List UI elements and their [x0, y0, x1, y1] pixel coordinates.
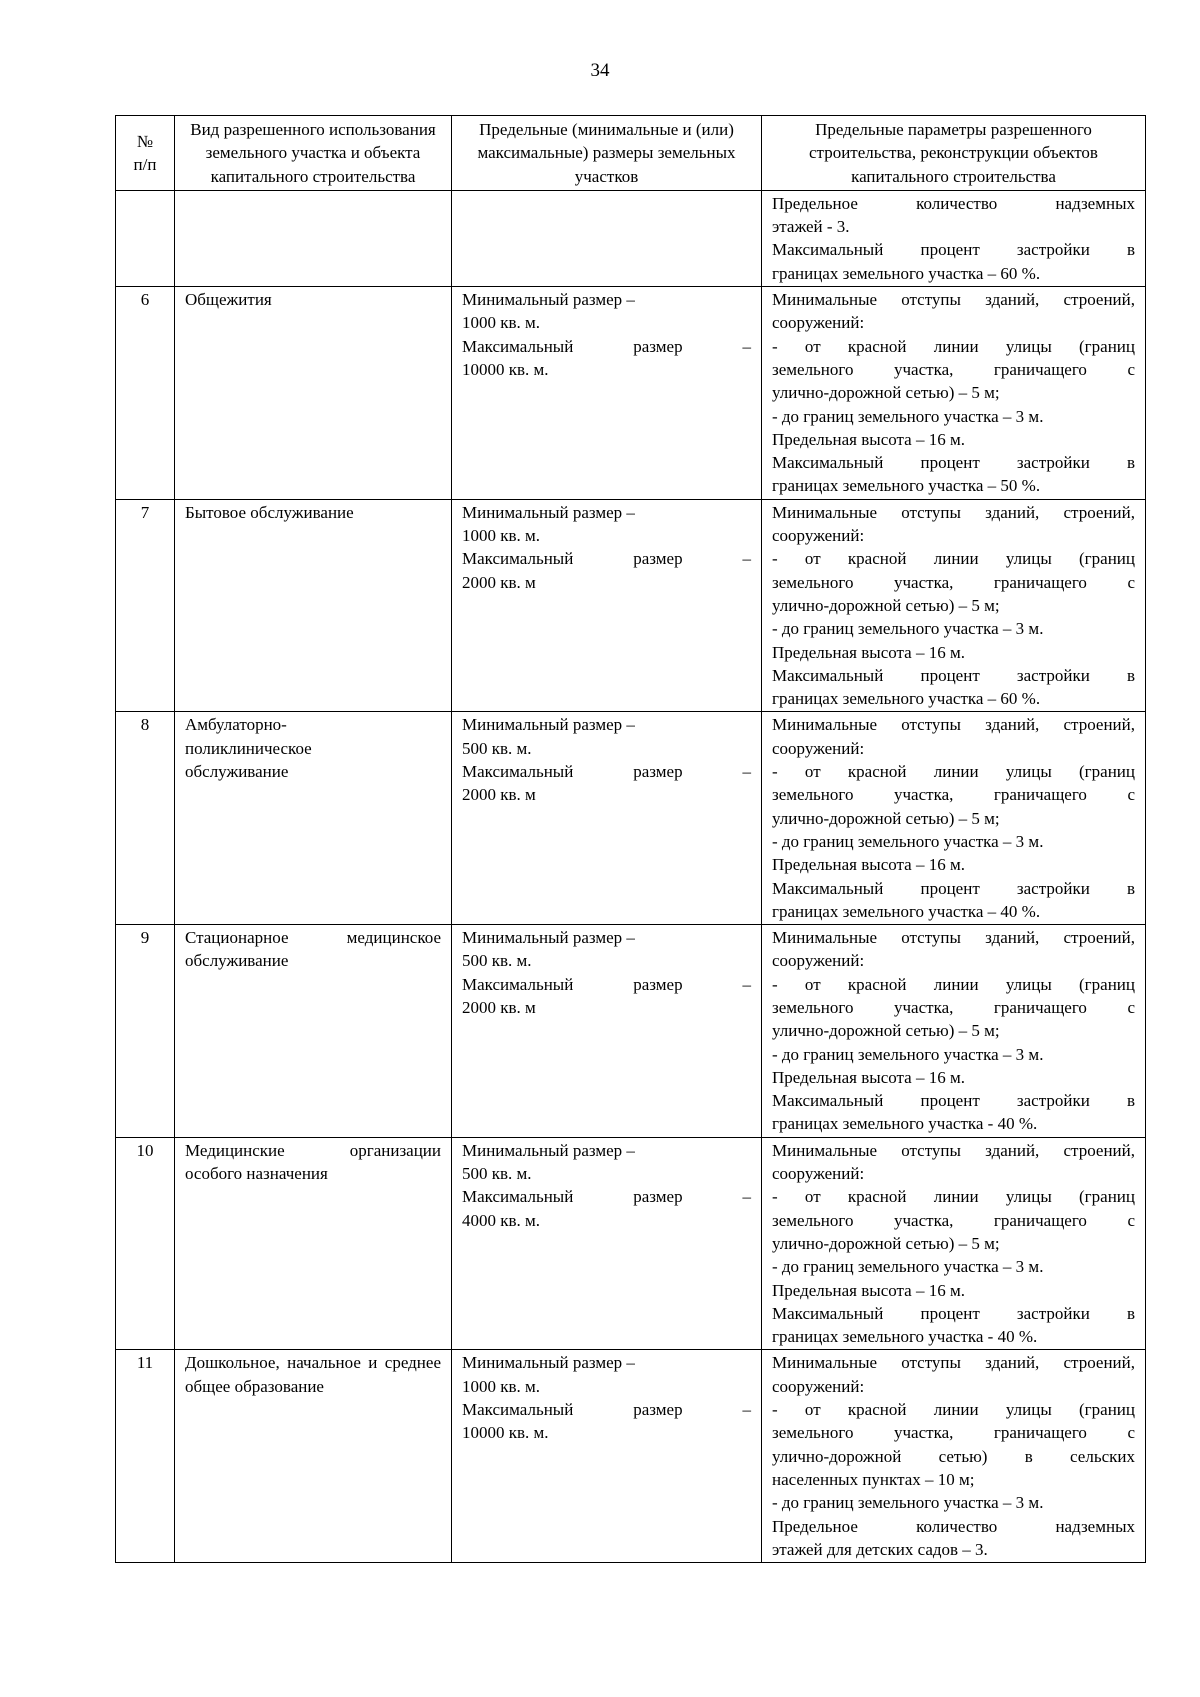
params-line: Минимальные отступы зданий, строений, [772, 1353, 1135, 1373]
table-row [116, 1350, 1146, 1563]
params-line: Максимальный процент застройки в [772, 1091, 1135, 1111]
params-line: улично-дорожной сетью) – 5 м; [772, 1233, 1000, 1253]
row-plot-size [452, 190, 762, 286]
params-line: земельного участка, граничащего с [772, 572, 1135, 592]
params-line: границах земельного участка – 60 %. [772, 263, 1041, 283]
row-construction-params [762, 287, 1146, 500]
params-line: Минимальные отступы зданий, строений, [772, 502, 1135, 522]
params-line: Предельная высота – 16 м. [772, 1280, 965, 1300]
row-construction-params [762, 925, 1146, 1138]
header-number: № п/п [116, 116, 175, 191]
params-line: улично-дорожной сетью) – 5 м; [772, 1021, 1000, 1041]
plot-size-line: Минимальный размер – [462, 928, 635, 948]
plot-size-line: Максимальный размер – [462, 1187, 751, 1207]
params-line: - от красной линии улицы (границ [772, 762, 1135, 782]
row-plot-size [452, 287, 762, 500]
params-line: Предельное количество надземных [772, 193, 1135, 213]
params-line: - от красной линии улицы (границ [772, 336, 1135, 356]
params-line: - до границ земельного участка – 3 м. [772, 1044, 1044, 1064]
params-line: Предельная высота – 16 м. [772, 855, 965, 875]
params-line: улично-дорожной сетью) – 5 м; [772, 595, 1000, 615]
regulations-table [115, 115, 1146, 1563]
row-land-use: Бытовое обслуживание [175, 499, 452, 712]
row-land-use: Амбулаторно- поликлиническое обслуживание [175, 712, 452, 925]
params-line: Минимальные отступы зданий, строений, [772, 928, 1135, 948]
row-plot-size [452, 925, 762, 1138]
params-line: Предельное количество надземных [772, 1516, 1135, 1536]
row-land-use: Дошкольное, начальное и среднее общее образование [175, 1350, 452, 1563]
row-land-use: Стационарное медицинское обслуживание [175, 925, 452, 1138]
params-line: - до границ земельного участка – 3 м. [772, 831, 1044, 851]
params-line: земельного участка, граничащего с [772, 997, 1135, 1017]
params-line: - до границ земельного участка – 3 м. [772, 1493, 1044, 1513]
plot-size-line: Минимальный размер – [462, 1353, 635, 1373]
row-number [116, 190, 175, 286]
table-row [116, 287, 1146, 500]
params-line: улично-дорожной сетью) в сельских [772, 1446, 1135, 1466]
params-line: сооружений: [772, 738, 865, 758]
plot-size-line: 1000 кв. м. [462, 313, 541, 333]
plot-size-line: 500 кв. м. [462, 1164, 532, 1184]
plot-size-line: 1000 кв. м. [462, 526, 541, 546]
params-line: этажей - 3. [772, 217, 850, 237]
params-line: Предельная высота – 16 м. [772, 1067, 965, 1087]
table-row [116, 712, 1146, 925]
table-row [116, 190, 1146, 286]
params-line: сооружений: [772, 1376, 865, 1396]
row-number: 6 [116, 287, 175, 500]
params-line: населенных пунктах – 10 м; [772, 1469, 975, 1489]
plot-size-line: Минимальный размер – [462, 715, 635, 735]
plot-size-line: 1000 кв. м. [462, 1376, 541, 1396]
row-land-use: Общежития [175, 287, 452, 500]
params-line: Максимальный процент застройки в [772, 240, 1135, 260]
params-line: сооружений: [772, 526, 865, 546]
plot-size-line: 500 кв. м. [462, 738, 532, 758]
params-line: земельного участка, граничащего с [772, 1423, 1135, 1443]
params-line: границах земельного участка - 40 %. [772, 1114, 1038, 1134]
row-construction-params [762, 1350, 1146, 1563]
params-line: - от красной линии улицы (границ [772, 974, 1135, 994]
params-line: Максимальный процент застройки в [772, 665, 1135, 685]
params-line: земельного участка, граничащего с [772, 785, 1135, 805]
params-line: сооружений: [772, 1164, 865, 1184]
params-line: сооружений: [772, 951, 865, 971]
params-line: Максимальный процент застройки в [772, 1303, 1135, 1323]
plot-size-line: 4000 кв. м. [462, 1210, 541, 1230]
plot-size-line: 2000 кв. м [462, 785, 536, 805]
params-line: улично-дорожной сетью) – 5 м; [772, 383, 1000, 403]
params-line: этажей для детских садов – 3. [772, 1539, 988, 1559]
plot-size-line: Максимальный размер – [462, 762, 751, 782]
row-construction-params [762, 499, 1146, 712]
plot-size-line: 2000 кв. м [462, 997, 536, 1017]
row-plot-size [452, 1350, 762, 1563]
header-construction-params: Предельные параметры разрешенного строительства, реконструкции объектов капитального строительства [762, 116, 1146, 191]
row-number: 10 [116, 1137, 175, 1350]
row-plot-size [452, 712, 762, 925]
plot-size-line: Минимальный размер – [462, 1140, 635, 1160]
row-number: 7 [116, 499, 175, 712]
params-line: Максимальный процент застройки в [772, 453, 1135, 473]
params-line: улично-дорожной сетью) – 5 м; [772, 808, 1000, 828]
table-header-row [116, 116, 1146, 191]
row-land-use: Медицинские организации особого назначения [175, 1137, 452, 1350]
params-line: Предельная высота – 16 м. [772, 642, 965, 662]
table-row [116, 499, 1146, 712]
params-line: - от красной линии улицы (границ [772, 1187, 1135, 1207]
params-line: Минимальные отступы зданий, строений, [772, 715, 1135, 735]
plot-size-line: Максимальный размер – [462, 1400, 751, 1420]
params-line: земельного участка, граничащего с [772, 359, 1135, 379]
row-plot-size [452, 499, 762, 712]
params-line: - от красной линии улицы (границ [772, 1400, 1135, 1420]
row-construction-params [762, 190, 1146, 286]
params-line: границах земельного участка - 40 %. [772, 1327, 1038, 1347]
row-construction-params [762, 1137, 1146, 1350]
header-plot-size: Предельные (минимальные и (или) максимальные) размеры земельных участков [452, 116, 762, 191]
table-body [116, 190, 1146, 1562]
page-number: 34 [590, 60, 610, 81]
plot-size-line: Максимальный размер – [462, 974, 751, 994]
params-line: Максимальный процент застройки в [772, 878, 1135, 898]
plot-size-line: Максимальный размер – [462, 549, 751, 569]
params-line: земельного участка, граничащего с [772, 1210, 1135, 1230]
params-line: - от красной линии улицы (границ [772, 549, 1135, 569]
table-row [116, 1137, 1146, 1350]
params-line: - до границ земельного участка – 3 м. [772, 619, 1044, 639]
params-line: Предельная высота – 16 м. [772, 429, 965, 449]
params-line: Минимальные отступы зданий, строений, [772, 290, 1135, 310]
plot-size-line: 10000 кв. м. [462, 359, 549, 379]
params-line: границах земельного участка – 60 %. [772, 689, 1041, 709]
params-line: Минимальные отступы зданий, строений, [772, 1140, 1135, 1160]
row-number: 9 [116, 925, 175, 1138]
row-number: 11 [116, 1350, 175, 1563]
params-line: - до границ земельного участка – 3 м. [772, 406, 1044, 426]
row-plot-size [452, 1137, 762, 1350]
table-row [116, 925, 1146, 1138]
plot-size-line: Минимальный размер – [462, 502, 635, 522]
params-line: сооружений: [772, 313, 865, 333]
plot-size-line: Максимальный размер – [462, 336, 751, 356]
row-construction-params [762, 712, 1146, 925]
plot-size-line: 500 кв. м. [462, 951, 532, 971]
params-line: границах земельного участка – 50 %. [772, 476, 1041, 496]
plot-size-line: 2000 кв. м [462, 572, 536, 592]
row-land-use [175, 190, 452, 286]
params-line: - до границ земельного участка – 3 м. [772, 1257, 1044, 1277]
header-land-use: Вид разрешенного использования земельного участка и объекта капитального строительства [175, 116, 452, 191]
params-line: границах земельного участка – 40 %. [772, 901, 1041, 921]
plot-size-line: 10000 кв. м. [462, 1423, 549, 1443]
plot-size-line: Минимальный размер – [462, 290, 635, 310]
row-number: 8 [116, 712, 175, 925]
